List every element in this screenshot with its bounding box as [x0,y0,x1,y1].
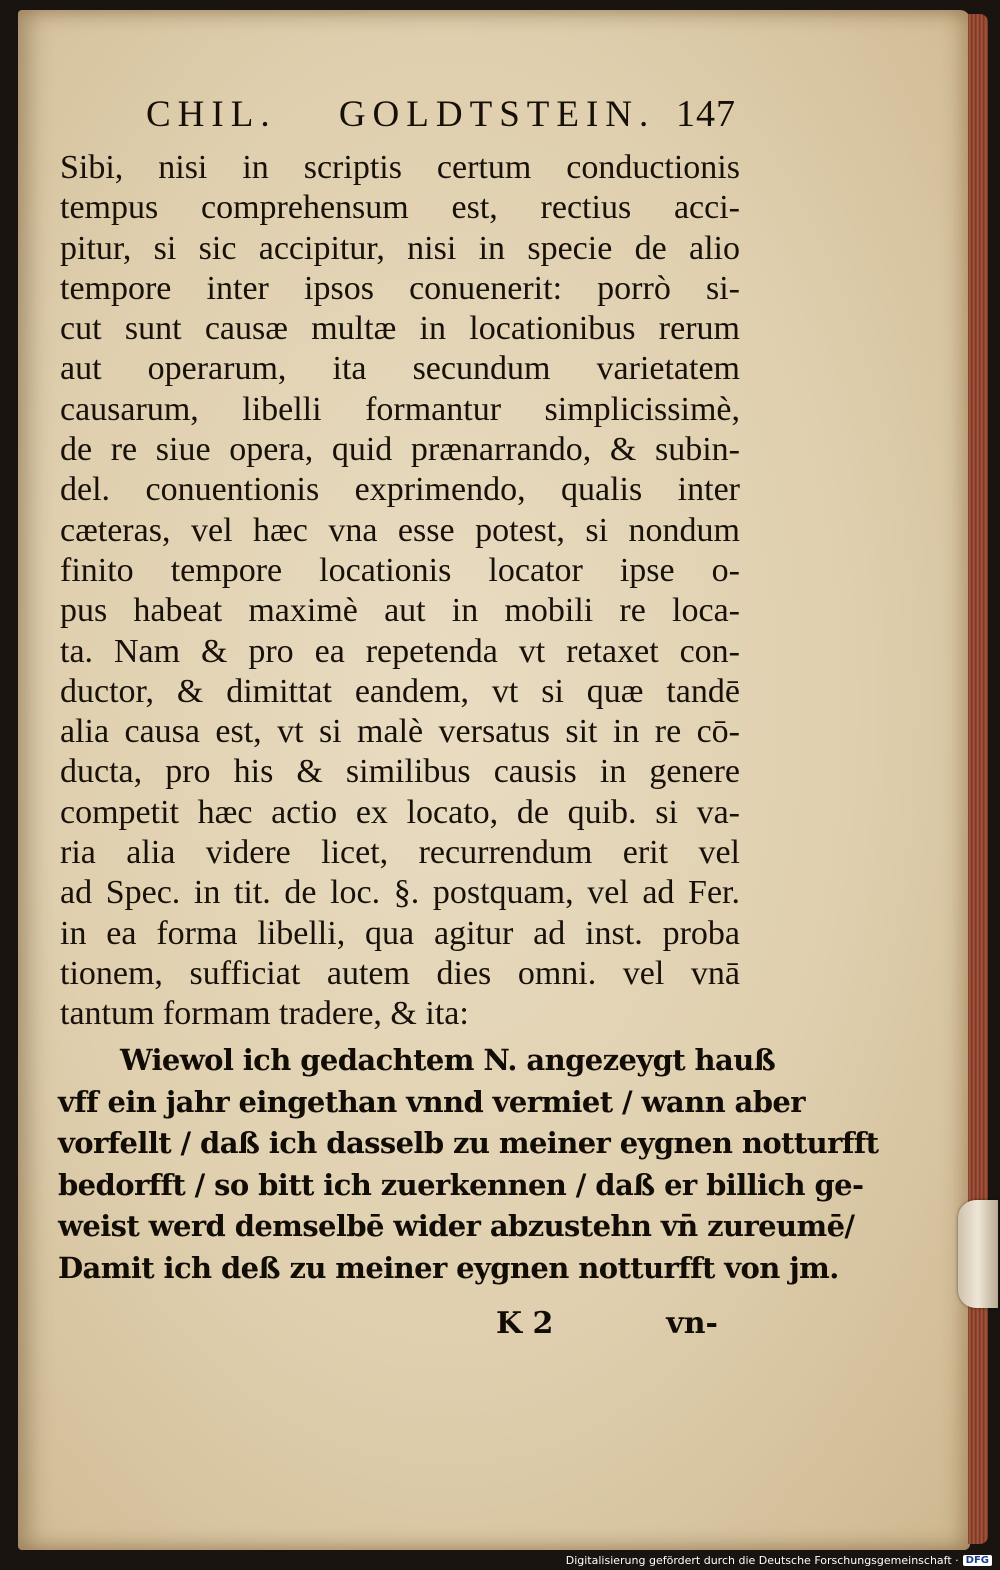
page-edges [968,14,988,1544]
latin-line: ria alia videre licet, recurrendum erit vel [60,834,740,872]
latin-line: causarum, libelli formantur simplicissimè, [60,390,740,428]
latin-line: cæteras, vel hæc vna esse potest, si nondum [60,511,740,549]
german-line: Damit ich deß zu meiner eygnen notturfft von jm. [58,1250,839,1285]
latin-line: pitur, si sic accipitur, nisi in specie de alio [60,229,740,267]
german-text-block [58,1040,879,1289]
catchword: vn- [666,1306,718,1341]
latin-line: tantum formam tradere, & ita: [60,995,469,1033]
latin-line: ducta, pro his & similibus causis in genere [60,753,740,791]
latin-line: pus habeat maximè aut in mobili re loca- [60,592,740,630]
latin-line: tempus comprehensum est, rectius acci- [60,189,740,227]
latin-line: aut operarum, ita secundum varietatem [60,350,740,388]
german-line: bedorfft / so bitt ich zuerkennen / daß er billich ge- [58,1167,864,1202]
digitization-footer [0,1550,1000,1570]
german-line: Wiewol ich gedachtem N. angezeygt hauß [120,1043,776,1077]
latin-line: ad Spec. in tit. de loc. §. postquam, vel ad Fer. [60,874,740,912]
latin-line: in ea forma libelli, qua agitur ad inst. proba [60,914,740,952]
latin-line: tionem, sufficiat autem dies omni. vel vnā [60,954,740,992]
page-number: 147 [676,93,736,135]
book-tab [958,1200,998,1308]
latin-line: ductor, & dimittat eandem, vt si quæ tandē [60,672,740,710]
german-line: vff ein jahr eingethan vnnd vermiet / wann aber [58,1084,805,1119]
footer-text: Digitalisierung gefördert durch die Deutsche Forschungsgemeinschaft · [565,1553,959,1567]
running-head-name-part1: CHIL. [146,94,277,135]
latin-line: finito tempore locationis locator ipse o- [60,551,740,589]
latin-line: alia causa est, vt si malè versatus sit in re cō- [60,713,740,751]
running-head-name-part2: GOLDTSTEIN. [338,94,656,135]
latin-text-block [60,148,740,1035]
latin-line: ta. Nam & pro ea repetenda vt retaxet con- [60,632,740,670]
latin-line: competit hæc actio ex locato, de quib. si va- [60,793,740,831]
catchword-line [496,1306,718,1341]
latin-line: cut sunt causæ multæ in locationibus rerum [60,310,740,348]
signature-mark: K 2 [496,1306,554,1341]
german-line: weist werd demselbē wider abzustehn vn̄ zureumē/ [58,1209,855,1243]
latin-line: del. conuentionis exprimendo, qualis inter [60,471,740,509]
latin-line: tempore inter ipsos conuenerit: porrò si- [60,269,740,307]
running-head-title [146,93,655,136]
running-head [146,92,736,136]
latin-line: de re siue opera, quid prænarrando, & subin- [60,431,740,469]
latin-line: Sibi, nisi in scriptis certum conductionis [60,149,740,186]
dfg-logo: DFG [963,1555,992,1566]
german-line: vorfellt / daß ich dasselb zu meiner eygnen notturfft [58,1126,879,1160]
